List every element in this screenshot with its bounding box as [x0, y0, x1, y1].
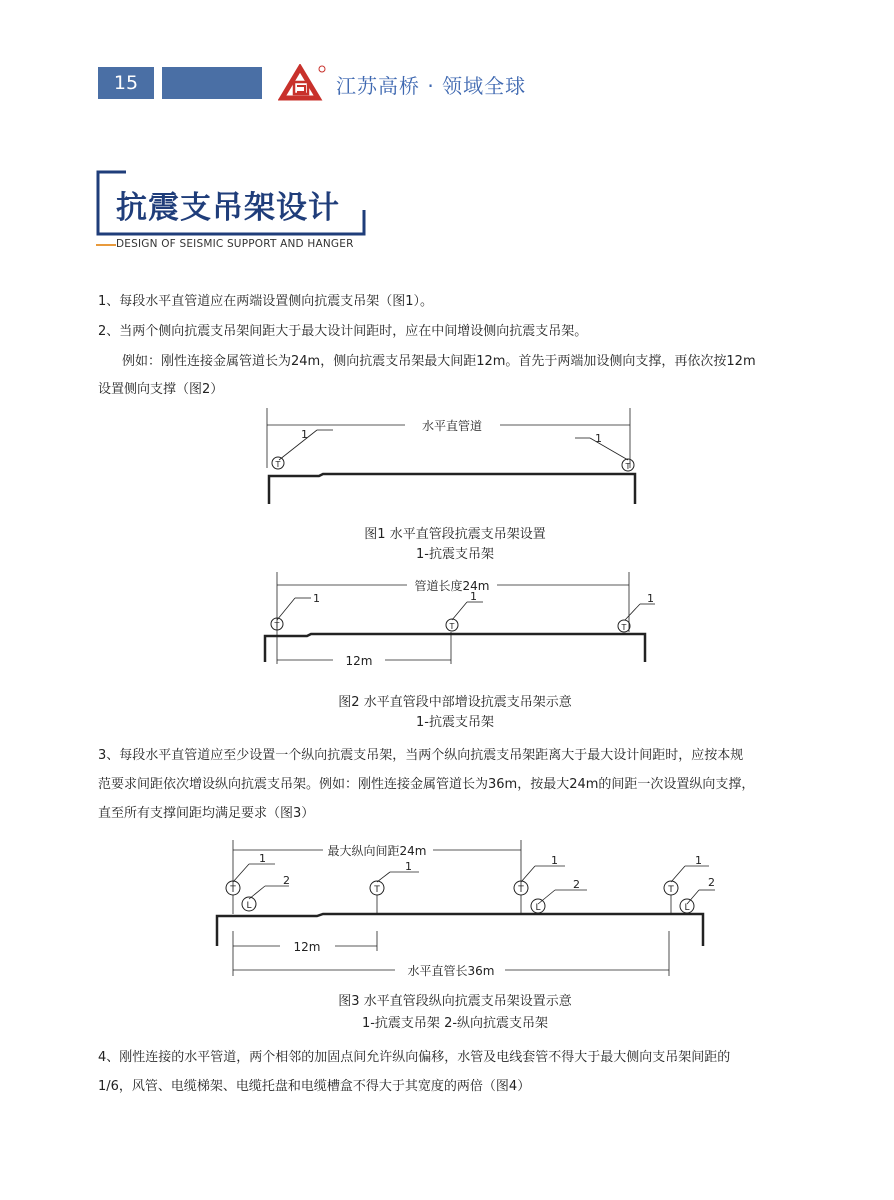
figure-3-caption: 图3 水平直管段纵向抗震支吊架设置示意	[338, 994, 572, 1009]
figure-2-symbol-left: T	[274, 621, 280, 630]
header-bar	[162, 67, 262, 99]
figure-3-symbol-l-1: L	[246, 901, 252, 911]
figure-3-symbol-t-4: T	[668, 885, 674, 895]
paragraph-5-line-2: 1/6，风管、电缆梯架、电缆托盘和电缆槽盒不得大于其宽度的两倍（图4）	[98, 1079, 531, 1094]
paragraph-3-line-1: 例如：刚性连接金属管道长为24m，侧向抗震支吊架最大间距12m。首先于两端加设侧向支撑，再依次按12m	[122, 354, 756, 369]
figure-3-callout-1c: 1	[551, 854, 558, 867]
figure-3-callout-1a: 1	[259, 852, 266, 865]
figure-3-spacing-label: 12m	[293, 940, 321, 954]
paragraph-2: 2、当两个侧向抗震支吊架间距大于最大设计间距时，应在中间增设侧向抗震支吊架。	[98, 324, 588, 339]
figure-3-callout-2a: 2	[283, 874, 290, 887]
figure-2-legend: 1-抗震支吊架	[416, 715, 494, 730]
figure-2-symbol-right: T	[621, 623, 627, 632]
figure-3-symbol-l-3: L	[535, 903, 541, 913]
figure-3-total-label: 水平直管长36m	[407, 964, 495, 978]
section-title: 抗震支吊架设计	[116, 190, 340, 226]
figure-3-symbol-l-4: L	[684, 903, 690, 913]
figure-1-callout-right: 1	[595, 432, 602, 445]
figure-3-symbol-t-2: T	[374, 885, 380, 895]
section-subtitle: DESIGN OF SEISMIC SUPPORT AND HANGER	[116, 238, 354, 250]
figure-1-diagram	[255, 408, 655, 518]
figure-3-diagram	[205, 836, 715, 986]
figure-2-caption: 图2 水平直管段中部增设抗震支吊架示意	[338, 695, 572, 710]
figure-3-legend: 1-抗震支吊架 2-纵向抗震支吊架	[361, 1016, 549, 1031]
figure-1-symbol-left: T	[275, 460, 281, 469]
paragraph-4-line-2: 范要求间距依次增设纵向抗震支吊架。例如：刚性连接金属管道长为36m，按最大24m的间距一次设置纵向支撑，	[98, 777, 755, 792]
company-logo	[278, 64, 328, 102]
figure-1-symbol-right: T	[625, 462, 631, 471]
paragraph-5-line-1: 4、刚性连接的水平管道，两个相邻的加固点间允许纵向偏移，水管及电线套管不得大于最大侧向支吊架间距的	[98, 1050, 731, 1065]
paragraph-4-line-1: 3、每段水平直管道应至少设置一个纵向抗震支吊架，当两个纵向抗震支吊架距离大于最大设计间距时，应按本规	[98, 748, 744, 763]
figure-2-spacing-label: 12m	[345, 654, 373, 668]
brand-name: 江苏高桥 · 领域全球	[336, 74, 527, 98]
figure-3-callout-1b: 1	[405, 860, 412, 873]
page-number: 15	[98, 67, 154, 99]
figure-3-callout-2d: 2	[708, 876, 715, 889]
figure-2-diagram	[255, 572, 665, 672]
figure-1-callout-left: 1	[301, 428, 308, 441]
figure-2-symbol-middle: T	[449, 622, 455, 631]
paragraph-1: 1、每段水平直管道应在两端设置侧向抗震支吊架（图1）。	[98, 294, 434, 309]
figure-1-caption: 图1 水平直管段抗震支吊架设置	[364, 527, 546, 542]
figure-1-dimension-label: 水平直管道	[421, 419, 483, 433]
figure-3-dimension-label: 最大纵向间距24m	[327, 844, 427, 858]
paragraph-4-line-3: 直至所有支撑间距均满足要求（图3）	[98, 806, 315, 821]
figure-2-callout-middle: 1	[470, 590, 477, 603]
subtitle-accent-line	[96, 244, 116, 248]
figure-3-symbol-t-1: T	[230, 885, 236, 895]
figure-3-callout-1d: 1	[695, 854, 702, 867]
figure-1-legend: 1-抗震支吊架	[416, 547, 494, 562]
figure-2-callout-left: 1	[313, 592, 320, 605]
figure-2-callout-right: 1	[647, 592, 654, 605]
figure-2-dimension-label: 管道长度24m	[414, 579, 490, 593]
figure-3-symbol-t-3: T	[518, 885, 524, 895]
figure-3-callout-2c: 2	[573, 878, 580, 891]
paragraph-3-line-2: 设置侧向支撑（图2）	[98, 382, 224, 397]
